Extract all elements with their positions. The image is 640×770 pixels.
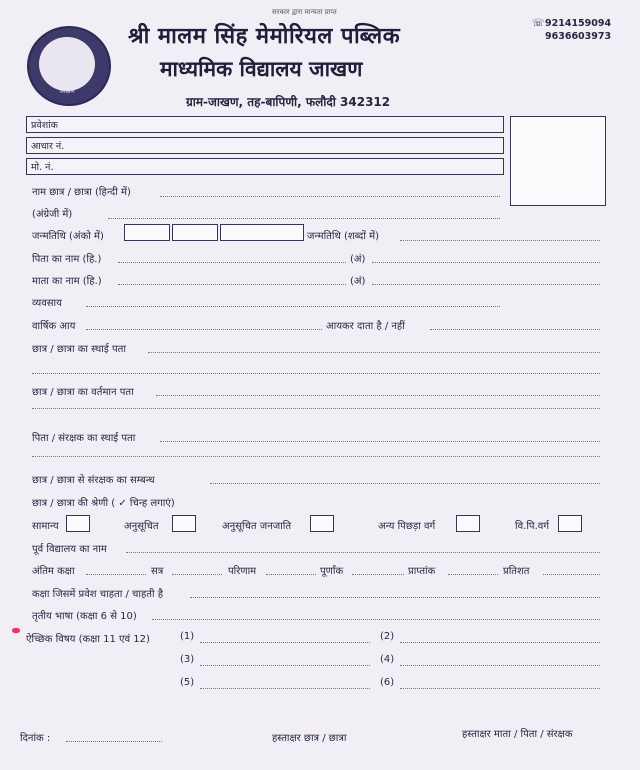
result-line[interactable] <box>266 574 316 575</box>
category-sc-checkbox[interactable] <box>172 515 196 532</box>
current-address-line-2[interactable] <box>32 408 600 409</box>
school-logo <box>27 26 111 106</box>
result-label: परिणाम <box>228 566 257 577</box>
class-sought-line[interactable] <box>190 597 600 598</box>
optional-subject-5-line[interactable] <box>200 688 370 689</box>
category-obc-checkbox[interactable] <box>456 515 480 532</box>
optional-subjects-label: ऐच्छिक विषय (कक्षा 11 एवं 12) <box>26 634 150 645</box>
percent-label: प्रतिशत <box>503 566 530 577</box>
dob-month-box[interactable] <box>172 224 218 241</box>
category-general-checkbox[interactable] <box>66 515 90 532</box>
photo-box <box>510 116 606 206</box>
guardian-address-label: पिता / संरक्षक का स्थाई पता <box>32 433 136 444</box>
dob-year-box[interactable] <box>220 224 304 241</box>
third-language-label: तृतीय भाषा (कक्षा 6 से 10) <box>32 611 137 622</box>
phone-icon: ☏ <box>532 18 545 29</box>
date-label: दिनांक : <box>20 733 51 744</box>
full-marks-label: पूर्णांक <box>320 566 344 577</box>
category-sc-label: अनुसूचित <box>124 521 159 532</box>
dob-words-line[interactable] <box>400 240 600 241</box>
mobile-field[interactable]: मो. नं. <box>26 158 504 175</box>
admission-no-field[interactable]: प्रवेशांक <box>26 116 504 133</box>
student-name-english-line[interactable] <box>108 218 500 219</box>
current-address-label: छात्र / छात्रा का वर्तमान पता <box>32 387 134 398</box>
optional-subject-1-line[interactable] <box>200 642 370 643</box>
student-name-hindi-label: नाम छात्र / छात्रा (हिन्दी में) <box>32 187 131 198</box>
category-sbc-label: वि.पि.वर्ग <box>515 521 549 532</box>
father-eng-label: (अं) <box>350 254 366 265</box>
last-class-label: अंतिम कक्षा <box>32 566 75 577</box>
school-address: ग्राम-जाखण, तह-बापिणी, फलौदी 342312 <box>186 95 391 109</box>
obtained-marks-line[interactable] <box>448 574 498 575</box>
current-address-line-1[interactable] <box>156 395 600 396</box>
optional-subject-3-line[interactable] <box>200 665 370 666</box>
occupation-line[interactable] <box>86 306 500 307</box>
category-obc-label: अन्य पिछड़ा वर्ग <box>378 521 436 532</box>
percent-line[interactable] <box>543 574 600 575</box>
mother-name-label: माता का नाम (हि.) <box>32 276 102 287</box>
relation-line[interactable] <box>210 483 600 484</box>
optional-subject-1-num: (1) <box>180 631 195 642</box>
category-sbc-checkbox[interactable] <box>558 515 582 532</box>
mother-name-hindi-line[interactable] <box>118 284 346 285</box>
father-name-label: पिता का नाम (हि.) <box>32 254 102 265</box>
permanent-address-line-2[interactable] <box>32 373 600 374</box>
dob-day-box[interactable] <box>124 224 170 241</box>
last-class-line[interactable] <box>86 574 146 575</box>
logo-caption: जाखण <box>59 88 75 95</box>
category-st-checkbox[interactable] <box>310 515 334 532</box>
category-general-label: सामान्य <box>32 521 59 532</box>
prev-school-label: पूर्व विद्यालय का नाम <box>32 544 107 555</box>
optional-subject-4-num: (4) <box>380 654 395 665</box>
father-name-english-line[interactable] <box>372 262 600 263</box>
optional-subject-4-line[interactable] <box>400 665 600 666</box>
date-line[interactable] <box>66 741 162 742</box>
obtained-marks-label: प्राप्तांक <box>408 566 436 577</box>
session-label: सत्र <box>151 566 164 577</box>
father-name-hindi-line[interactable] <box>118 262 346 263</box>
annual-income-label: वार्षिक आय <box>32 321 76 332</box>
student-signature-label: हस्ताक्षर छात्र / छात्रा <box>272 733 347 744</box>
aadhar-field[interactable]: आधार नं. <box>26 137 504 154</box>
saraswati-emblem-icon <box>39 37 95 91</box>
class-sought-label: कक्षा जिसमें प्रवेश चाहता / चाहती है <box>32 589 164 600</box>
student-name-hindi-line[interactable] <box>160 196 500 197</box>
taxpayer-label: आयकर दाता है / नहीं <box>326 321 405 332</box>
permanent-address-label: छात्र / छात्रा का स्थाई पता <box>32 344 126 355</box>
optional-subject-5-num: (5) <box>180 677 195 688</box>
optional-subject-6-num: (6) <box>380 677 395 688</box>
annual-income-line[interactable] <box>86 329 322 330</box>
phone-2: 9636603973 <box>545 31 612 42</box>
mother-name-english-line[interactable] <box>372 284 600 285</box>
optional-subject-2-num: (2) <box>380 631 395 642</box>
permanent-address-line-1[interactable] <box>148 352 600 353</box>
recognition-text: सरकार द्वारा मान्यता प्राप्त <box>272 8 337 16</box>
optional-subject-2-line[interactable] <box>400 642 600 643</box>
parent-signature-label: हस्ताक्षर माता / पिता / संरक्षक <box>462 729 573 740</box>
third-language-line[interactable] <box>152 619 600 620</box>
phone-1: 9214159094 <box>545 18 612 29</box>
guardian-address-line-1[interactable] <box>160 441 600 442</box>
occupation-label: व्यवसाय <box>32 298 62 309</box>
optional-subject-3-num: (3) <box>180 654 195 665</box>
dob-words-label: जन्मतिथि (शब्दों में) <box>307 231 380 242</box>
relation-label: छात्र / छात्रा से संरक्षक का सम्बन्ध <box>32 475 155 486</box>
full-marks-line[interactable] <box>352 574 404 575</box>
category-st-label: अनुसूचित जनजाति <box>222 521 292 532</box>
student-name-english-label: (अंग्रेजी में) <box>32 209 73 220</box>
dob-digits-label: जन्मतिथि (अंको में) <box>32 231 104 242</box>
mother-eng-label: (अं) <box>350 276 366 287</box>
taxpayer-line[interactable] <box>430 329 600 330</box>
optional-subject-6-line[interactable] <box>400 688 600 689</box>
prev-school-line[interactable] <box>126 552 600 553</box>
guardian-address-line-2[interactable] <box>32 456 600 457</box>
school-name-line1: श्री मालम सिंह मेमोरियल पब्लिक <box>128 24 401 49</box>
red-ink-mark <box>12 628 20 633</box>
session-line[interactable] <box>172 574 222 575</box>
school-name-line2: माध्यमिक विद्यालय जाखण <box>160 57 363 81</box>
category-label: छात्र / छात्रा की श्रेणी ( ✓ चिन्ह लगाएं) <box>32 498 175 509</box>
